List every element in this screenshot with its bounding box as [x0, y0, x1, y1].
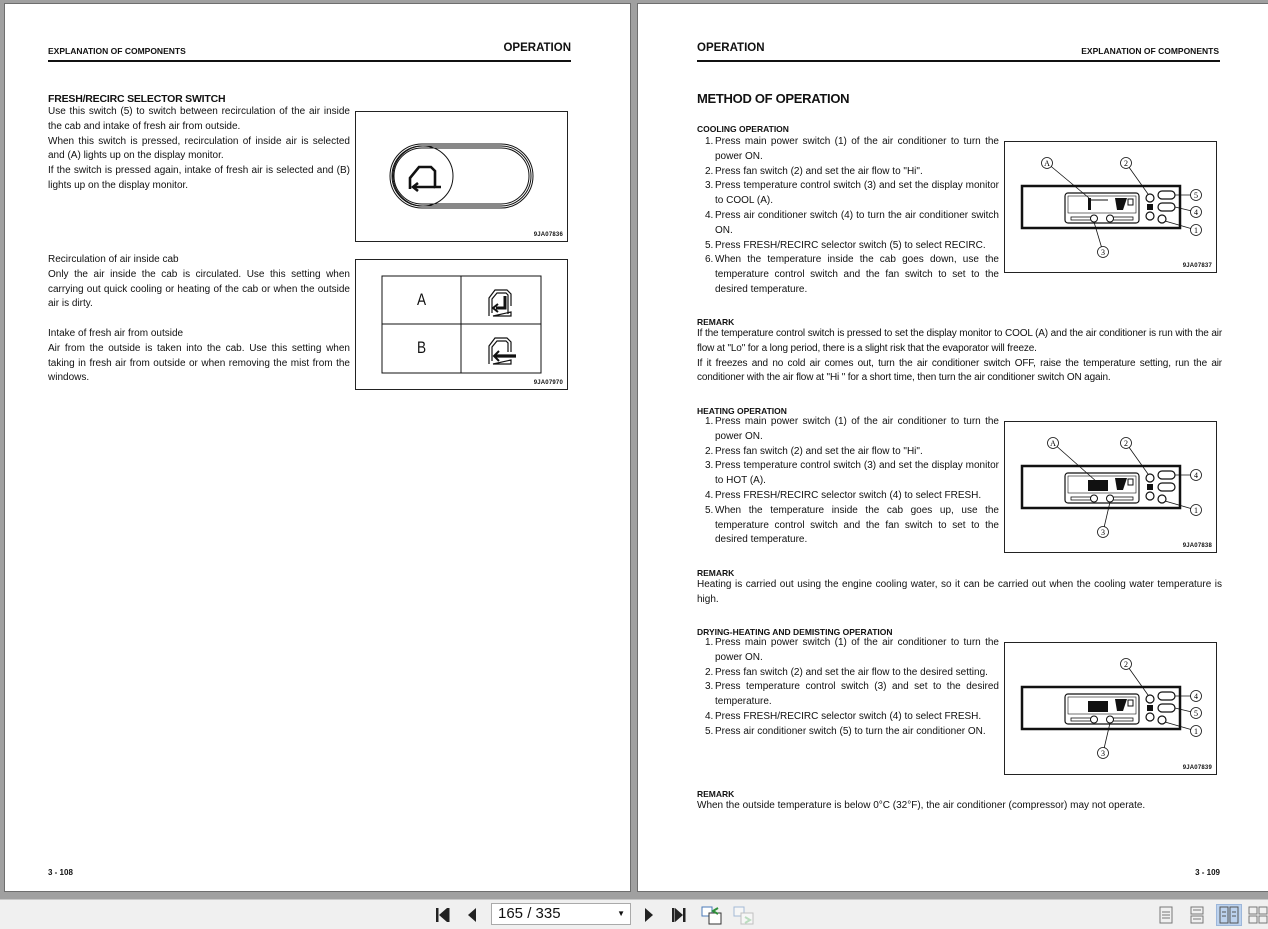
back-view-icon: [701, 905, 723, 925]
fan-indicator: [1147, 204, 1153, 210]
temp-down-button: [1091, 716, 1098, 723]
step: 1. Press main power switch (1) of the air conditioner to turn the power ON.: [705, 637, 999, 663]
intro-text: [48, 105, 350, 194]
recirc-mode-icon: [489, 290, 511, 316]
single-page-view-icon: [1159, 906, 1173, 924]
fresh-recirc-switch-illustration: [356, 112, 567, 241]
callout-label: 2: [1124, 660, 1128, 669]
previous-page-button[interactable]: [463, 904, 481, 926]
lcd-segment: [1088, 480, 1108, 491]
fan-down-button: [1146, 492, 1154, 500]
chevron-down-icon[interactable]: ▼: [617, 909, 625, 918]
callout-label: 4: [1194, 692, 1198, 701]
first-page-button[interactable]: [432, 904, 454, 926]
lcd-segment: [1088, 701, 1108, 712]
step: 4. Press FRESH/RECIRC selector switch (4) to select FRESH.: [705, 710, 982, 722]
fresh-title: Intake of fresh air from outside: [48, 328, 184, 339]
main-power-button: [1158, 495, 1166, 503]
continuous-view-button[interactable]: [1184, 904, 1210, 926]
figure-id: 9JA07839: [1182, 765, 1212, 771]
next-page-button[interactable]: [640, 904, 658, 926]
previous-page-icon: [466, 907, 478, 923]
drying-title: DRYING-HEATING AND DEMISTING OPERATION: [697, 627, 893, 637]
forward-view-button[interactable]: [732, 904, 756, 926]
page-number-field[interactable]: [491, 903, 631, 925]
step: 6. When the temperature inside the cab goes down, use the temperature control switch and the fan switch to set to the desired temperature.: [705, 254, 999, 295]
ac-button: [1158, 704, 1175, 712]
first-page-icon: [434, 907, 452, 923]
forward-view-icon: [733, 905, 755, 925]
heating-title: HEATING OPERATION: [697, 406, 787, 416]
callout-label: A: [1044, 159, 1050, 168]
callout-label: 4: [1194, 208, 1198, 217]
figure-id: 9JA07838: [1182, 543, 1212, 549]
step: 3. Press temperature control switch (3) and set the display monitor to HOT (A).: [705, 460, 999, 487]
last-page-icon: [670, 907, 688, 923]
mode-label-a: A: [416, 290, 427, 309]
remark-title: REMARK: [697, 789, 735, 799]
intro-paragraph: Use this switch (5) to switch between recirculation of the air inside the cab and intake of fresh air from outside.: [48, 106, 350, 132]
drying-steps: [697, 636, 999, 740]
step: 4. Press air conditioner switch (4) to turn the air conditioner switch ON.: [705, 209, 999, 236]
heating-steps: [697, 415, 999, 548]
step: 1. Press main power switch (1) of the air conditioner to turn the power ON.: [705, 416, 999, 442]
ac-button: [1158, 483, 1175, 491]
header-rule: [48, 60, 571, 62]
callout-label: 5: [1194, 709, 1198, 718]
next-page-icon: [643, 907, 655, 923]
ac-control-panel-illustration: [1005, 142, 1216, 272]
temp-up-button: [1107, 215, 1114, 222]
figure-cooling-panel: [1004, 141, 1217, 273]
recirc-block: [48, 253, 350, 312]
display-monitor: [1065, 193, 1139, 223]
step: 5. Press air conditioner switch (5) to turn the air conditioner ON.: [705, 725, 986, 737]
callout-label: 2: [1124, 159, 1128, 168]
pdf-page-right: [638, 4, 1268, 891]
fresh-text: Air from the outside is taken into the cab. Use this setting when taking in fresh air from outside or when removing the mist from the windows.: [48, 342, 350, 384]
single-page-view-button[interactable]: [1153, 904, 1179, 926]
figure-id: 9JA07970: [533, 380, 563, 386]
main-title: METHOD OF OPERATION: [697, 91, 850, 106]
main-power-button: [1158, 215, 1166, 223]
fan-up-button: [1146, 194, 1154, 202]
two-page-view-button[interactable]: [1216, 904, 1242, 926]
figure-heating-panel: [1004, 421, 1217, 553]
pdf-page-left: [5, 4, 630, 891]
page-number: 3 - 108: [48, 868, 73, 877]
step: 3. Press temperature control switch (3) and set the display monitor to COOL (A).: [705, 180, 999, 207]
temp-down-button: [1091, 495, 1098, 502]
step: 2. Press fan switch (2) and set the air flow to the desired setting.: [705, 666, 988, 678]
temp-down-button: [1091, 215, 1098, 222]
callout-label: A: [1050, 439, 1056, 448]
remark-text: If the temperature control switch is pressed to set the display monitor to COOL (A) and the air conditioner is run with the air flow at "Lo" for a long period, there is a slight risk that the evaporator will freeze. If it freezes and no cold air comes out, turn the air conditioner switch OFF, raise the temperature setting, run the air conditioner with the air flow at "Hi " for a short time, then turn the air conditioner switch ON again.: [697, 328, 1222, 384]
ac-button: [1158, 203, 1175, 211]
recirc-icon: [410, 167, 441, 191]
fan-indicator: [1147, 705, 1153, 711]
step: 5. When the temperature inside the cab goes up, use the temperature control switch and the fan switch to set to the desired temperature.: [705, 504, 999, 546]
running-header-left: EXPLANATION OF COMPONENTS: [48, 46, 186, 56]
temp-up-button: [1107, 495, 1114, 502]
running-header-right: EXPLANATION OF COMPONENTS: [1081, 46, 1219, 56]
figure-ab-table: [355, 259, 568, 390]
figure-id: 9JA07836: [533, 232, 563, 238]
last-page-button[interactable]: [668, 904, 690, 926]
fan-indicator: [1147, 484, 1153, 490]
section-title: FRESH/RECIRC SELECTOR SWITCH: [48, 93, 226, 105]
callout-label: 4: [1194, 471, 1198, 480]
two-page-continuous-view-icon: [1248, 906, 1268, 924]
intro-paragraph: When this switch is pressed, recirculation of inside air is selected and (A) lights up on the display monitor.: [48, 135, 350, 162]
two-page-continuous-view-button[interactable]: [1248, 904, 1268, 926]
step: 4. Press FRESH/RECIRC selector switch (4) to select FRESH.: [705, 489, 982, 501]
cooling-title: COOLING OPERATION: [697, 124, 789, 134]
continuous-view-icon: [1190, 906, 1204, 924]
figure-drying-panel: [1004, 642, 1217, 775]
fresh-recirc-button: [1158, 692, 1175, 700]
fan-down-button: [1146, 212, 1154, 220]
ac-control-panel-illustration: [1005, 422, 1216, 552]
header-rule: [697, 60, 1220, 62]
remark-title: REMARK: [697, 568, 735, 578]
remark-text: Heating is carried out using the engine cooling water, so it can be carried out when the cooling water temperature is high.: [697, 579, 1222, 605]
recirc-text: Only the air inside the cab is circulated. Use this setting when carrying out quick cooling or heating of the cab or when the outside air is dirty.: [48, 268, 350, 310]
step: 1. Press main power switch (1) of the air conditioner to turn the power ON.: [705, 136, 999, 162]
fan-up-button: [1146, 474, 1154, 482]
recirc-title: Recirculation of air inside cab: [48, 254, 179, 265]
ab-table-illustration: [356, 260, 567, 389]
figure-id: 9JA07837: [1182, 263, 1212, 269]
fan-down-button: [1146, 713, 1154, 721]
callout-label: 1: [1194, 506, 1198, 515]
figure-switch: [355, 111, 568, 242]
callout-label: 1: [1194, 727, 1198, 736]
callout-label: 3: [1101, 528, 1105, 537]
mode-label-b: B: [416, 338, 427, 357]
fresh-recirc-button: [1158, 191, 1175, 199]
callout-label: 1: [1194, 226, 1198, 235]
fresh-mode-icon: [489, 338, 516, 364]
fresh-recirc-button: [1158, 471, 1175, 479]
page-number: 3 - 109: [1195, 868, 1220, 877]
intro-paragraph: If the switch is pressed again, intake of fresh air is selected and (B) lights up on the display monitor.: [48, 165, 350, 191]
fresh-block: [48, 327, 350, 386]
step: 2. Press fan switch (2) and set the air flow to "Hi".: [705, 165, 923, 177]
back-view-button[interactable]: [700, 904, 724, 926]
main-power-button: [1158, 716, 1166, 724]
callout-label: 5: [1194, 191, 1198, 200]
cooling-steps: [697, 135, 999, 298]
step: 5. Press FRESH/RECIRC selector switch (5) to select RECIRC.: [705, 239, 986, 251]
callout-label: 3: [1101, 248, 1105, 257]
ac-control-panel-illustration: [1005, 643, 1216, 774]
remark-title: REMARK: [697, 317, 735, 327]
two-page-view-icon: [1219, 906, 1239, 924]
remark-text: When the outside temperature is below 0°C (32°F), the air conditioner (compressor) may not operate.: [697, 800, 1146, 811]
step: 3. Press temperature control switch (3) and set to the desired temperature.: [705, 681, 999, 708]
running-header-right: OPERATION: [503, 42, 571, 54]
step: 2. Press fan switch (2) and set the air flow to "Hi".: [705, 445, 923, 457]
temp-up-button: [1107, 716, 1114, 723]
running-header-left: OPERATION: [697, 42, 765, 54]
callout-label: 2: [1124, 439, 1128, 448]
viewer-toolbar: [0, 899, 1268, 929]
callout-label: 3: [1101, 749, 1105, 758]
fan-up-button: [1146, 695, 1154, 703]
page-indicator: 165 / 335: [498, 905, 561, 922]
